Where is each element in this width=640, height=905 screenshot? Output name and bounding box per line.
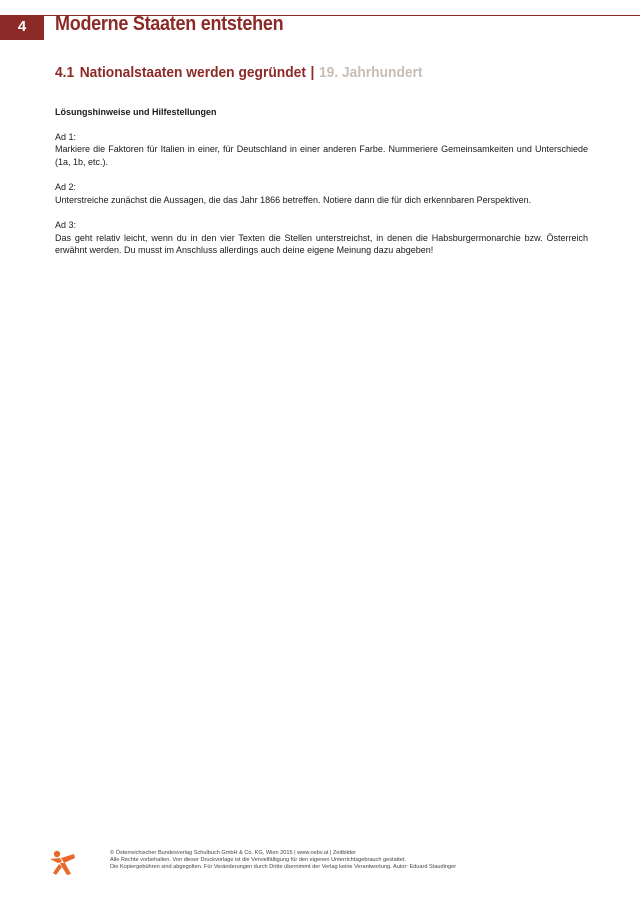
section-era: 19. Jahrhundert — [318, 64, 423, 81]
hint-item — [55, 181, 588, 206]
hint-text: Markiere die Faktoren für Italien in einer, für Deutschland in einer anderen Farbe. Nummeriere Gemeinsamkeiten und Unterschiede (1a, 1b, etc.). — [55, 144, 588, 167]
content-heading: Lösungshinweise und Hilfestellungen — [55, 107, 217, 117]
footer — [110, 850, 456, 871]
footer-rights: Alle Rechte vorbehalten. Von dieser Druckvorlage ist die Vervielfältigung für den eigenen Unterrichtsgebrauch gestattet. — [110, 857, 407, 863]
section-main-title: Nationalstaaten werden gegründet — [79, 64, 306, 81]
footer-copyright: © Österreichischer Bundesverlag Schulbuch GmbH & Co. KG, Wien 2015 | www.oebv.at | Zeitbilder — [110, 850, 357, 856]
section-title — [55, 64, 423, 81]
content — [55, 106, 588, 270]
hint-label: Ad 1: — [55, 131, 77, 142]
section-number: 4.1 — [55, 64, 75, 81]
hint-text: Unterstreiche zunächst die Aussagen, die das Jahr 1866 betreffen. Notiere dann die für dich erkennbaren Perspektiven. — [55, 194, 532, 205]
chapter-title: Moderne Staaten entstehen — [55, 13, 284, 35]
footer-fees: Die Kopiergebühren sind abgegolten. Für Veränderungen durch Dritte übernimmt der Verlag keine Verantwortung. Autor: Eduard Staudinger — [110, 864, 457, 870]
hint-text: Das geht relativ leicht, wenn du in den vier Texten die Stellen unterstreichst, in denen die Habsburgermonarchie bzw. Österreich erwähnt werden. Du musst im Anschluss allerdings auch deine eigene Meinung dazu abgeben! — [55, 232, 588, 255]
hint-item — [55, 219, 588, 257]
hint-label: Ad 3: — [55, 220, 77, 230]
hint-item — [55, 131, 588, 169]
chapter-number: 4 — [0, 15, 44, 40]
oebv-logo-icon — [48, 848, 76, 876]
section-separator: | — [310, 64, 315, 81]
hint-label: Ad 2: — [55, 182, 77, 192]
